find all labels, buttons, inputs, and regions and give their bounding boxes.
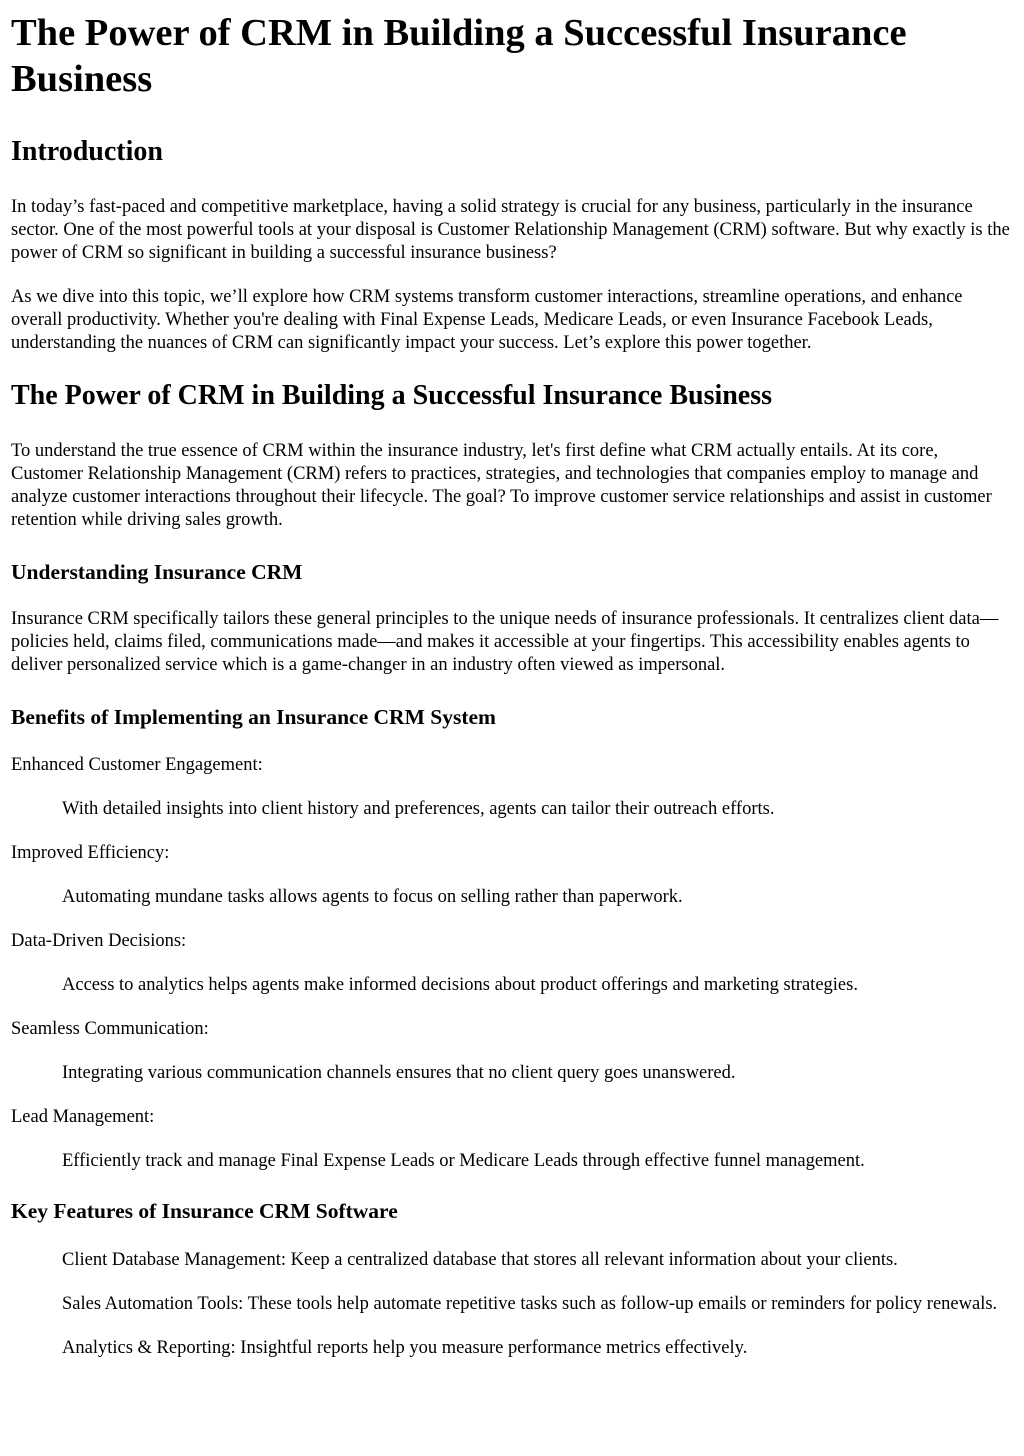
benefit-item (11, 754, 1013, 821)
benefit-term: Lead Management: (11, 1107, 155, 1127)
feature-item: Client Database Management: Keep a centralized database that stores all relevant information about your clients. (62, 1250, 898, 1270)
features-list (11, 1249, 1013, 1360)
crm-definition-paragraph: To understand the true essence of CRM within the insurance industry, let's first define what CRM actually entails. At its core, Customer Relationship Management (CRM) refers to practices, strategies, and technologies that companies employ to manage and analyze customer interactions throughout their lifecycle. The goal? To improve customer service relationships and assist in customer retention while driving sales growth. (11, 441, 992, 530)
features-heading: Key Features of Insurance CRM Software (11, 1199, 398, 1223)
benefit-term: Data-Driven Decisions: (11, 931, 187, 951)
benefit-term: Improved Efficiency: (11, 843, 170, 863)
benefit-item (11, 842, 1013, 909)
benefit-item (11, 1106, 1013, 1173)
feature-item: Analytics & Reporting: Insightful reports help you measure performance metrics effectively. (62, 1338, 748, 1358)
benefit-description: Integrating various communication channels ensures that no client query goes unanswered. (62, 1063, 736, 1083)
understanding-heading: Understanding Insurance CRM (11, 560, 303, 584)
benefit-term: Enhanced Customer Engagement: (11, 755, 263, 775)
understanding-paragraph: Insurance CRM specifically tailors these general principles to the unique needs of insurance professionals. It centralizes client data—policies held, claims filed, communications made—and makes it accessible at your fingertips. This accessibility enables agents to deliver personalized service which is a game-changer in an industry often viewed as impersonal. (11, 609, 999, 675)
benefit-description: With detailed insights into client history and preferences, agents can tailor their outreach efforts. (62, 799, 775, 819)
article (0, 10, 1024, 1360)
benefit-description: Automating mundane tasks allows agents to focus on selling rather than paperwork. (62, 887, 683, 907)
page-title: The Power of CRM in Building a Successful Insurance Business (11, 12, 907, 100)
feature-item: Sales Automation Tools: These tools help automate repetitive tasks such as follow-up emails or reminders for policy renewals. (62, 1294, 998, 1314)
benefit-item (11, 1018, 1013, 1085)
benefits-heading: Benefits of Implementing an Insurance CRM System (11, 705, 496, 729)
benefits-list (11, 754, 1013, 1173)
section-heading: The Power of CRM in Building a Successful Insurance Business (11, 380, 773, 411)
benefit-description: Efficiently track and manage Final Expense Leads or Medicare Leads through effective funnel management. (62, 1151, 865, 1171)
benefit-item (11, 930, 1013, 997)
introduction-paragraph-1: In today’s fast-paced and competitive marketplace, having a solid strategy is crucial for any business, particularly in the insurance sector. One of the most powerful tools at your disposal is Customer Relationship Management (CRM) software. But why exactly is the power of CRM so significant in building a successful insurance business? (11, 197, 1010, 263)
benefit-term: Seamless Communication: (11, 1019, 209, 1039)
introduction-heading: Introduction (11, 136, 163, 167)
introduction-paragraph-2: As we dive into this topic, we’ll explore how CRM systems transform customer interactions, streamline operations, and enhance overall productivity. Whether you're dealing with Final Expense Leads, Medicare Leads, or even Insurance Facebook Leads, understanding the nuances of CRM can significantly impact your success. Let’s explore this power together. (11, 287, 963, 353)
benefit-description: Access to analytics helps agents make informed decisions about product offerings and marketing strategies. (62, 975, 858, 995)
